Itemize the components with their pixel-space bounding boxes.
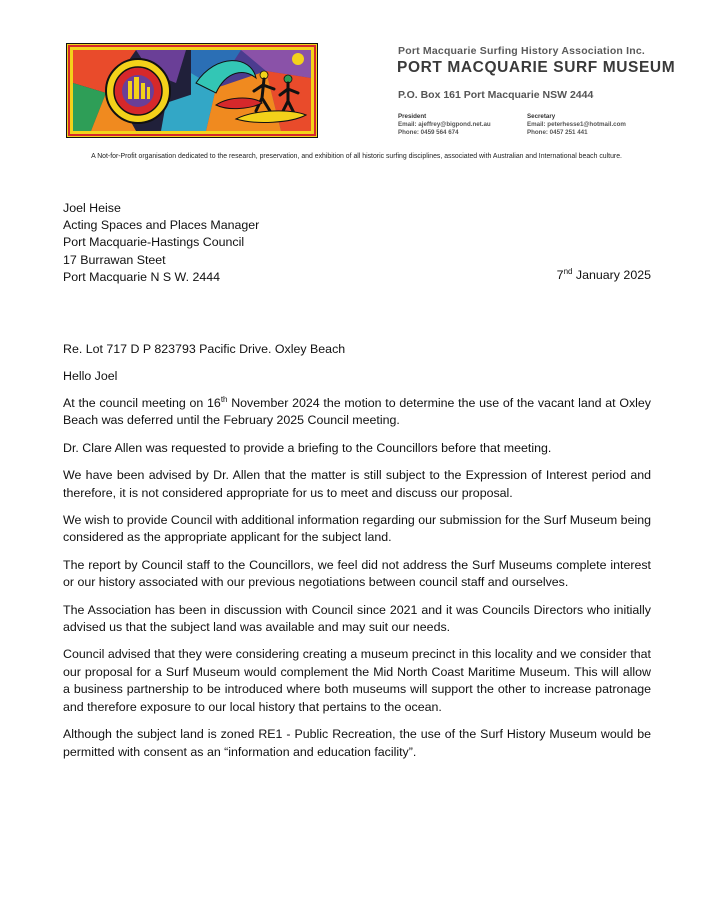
secretary-role: Secretary: [527, 113, 556, 120]
president-email: Email: ajeffrey@bigpond.net.au: [398, 121, 491, 128]
secretary-email: Email: peterhesse1@hotmail.com: [527, 121, 626, 128]
date-month-year: January 2025: [572, 268, 651, 282]
association-name: Port Macquarie Surfing History Association Inc.: [398, 45, 646, 57]
president-phone: Phone: 0459 564 674: [398, 129, 459, 136]
para1-sup: th: [220, 394, 228, 404]
recipient-city: Port Macquarie N S W. 2444: [63, 269, 221, 284]
secretary-contact: [527, 113, 626, 137]
subject-line: Re. Lot 717 D P 823793 Pacific Drive. Oxley Beach: [63, 342, 346, 357]
po-box-address: P.O. Box 161 Port Macquarie NSW 2444: [398, 89, 594, 101]
museum-logo: [66, 43, 318, 138]
paragraph-staff-report: The report by Council staff to the Councillors, we feel did not address the Surf Museums complete interest or our history associated with our previous negotiations between council staff and ourselves.: [63, 557, 651, 590]
salutation: Hello Joel: [63, 369, 118, 384]
paragraph-discussion-history: The Association has been in discussion with Council since 2021 and it was Councils Directors who initially advised us that the subject land was available and may suit our needs.: [63, 602, 651, 635]
secretary-phone: Phone: 0457 251 441: [527, 129, 588, 136]
paragraph-additional-information: We wish to provide Council with additional information regarding our submission for the Surf Museum being considered as the appropriate applicant for the subject land.: [63, 513, 651, 545]
paragraph-expression-of-interest: We have been advised by Dr. Allen that the matter is still subject to the Expression of Interest period and therefore, it is not considered appropriate for us to meet and discuss our proposal.: [63, 468, 651, 500]
recipient-organisation: Port Macquarie-Hastings Council: [63, 235, 245, 250]
para1-start: At the council meeting on 16: [63, 396, 221, 411]
recipient-title: Acting Spaces and Places Manager: [63, 218, 260, 233]
letter-body: [63, 200, 651, 761]
date-day: 7: [556, 268, 564, 282]
museum-name: PORT MACQUARIE SURF MUSEUM: [397, 59, 676, 76]
organisation-tagline: A Not-for-Profit organisation dedicated to the research, preservation, and exhibition of all historic surfing disciplines, associated with Australian and International beach culture.: [91, 153, 622, 160]
letter-date: [557, 268, 651, 282]
president-contact: [398, 113, 491, 137]
date-suffix: nd: [563, 266, 573, 276]
recipient-name: Joel Heise: [63, 201, 121, 215]
paragraph-council-meeting: [63, 395, 651, 430]
paragraph-briefing: Dr. Clare Allen was requested to provide a briefing to the Councillors before that meeting.: [63, 440, 552, 455]
paragraph-zoning: Although the subject land is zoned RE1 - Public Recreation, the use of the Surf History Museum would be permitted with consent as an “information and education facility”.: [63, 727, 651, 759]
president-role: President: [398, 113, 427, 120]
recipient-street: 17 Burrawan Steet: [63, 252, 166, 267]
para1-end: November 2024 the motion to determine the use of the vacant land at Oxley Beach was deferred until the February 2025 Council meeting.: [63, 396, 651, 428]
paragraph-museum-precinct: Council advised that they were considering creating a museum precinct in this locality and we consider that our proposal for a Surf Museum would complement the Mid North Coast Maritime Museum. This will allow a business partnership to be introduced where both museums will support the other to increase patronage and therefore exposure to our local history that pertains to the ocean.: [63, 647, 651, 714]
